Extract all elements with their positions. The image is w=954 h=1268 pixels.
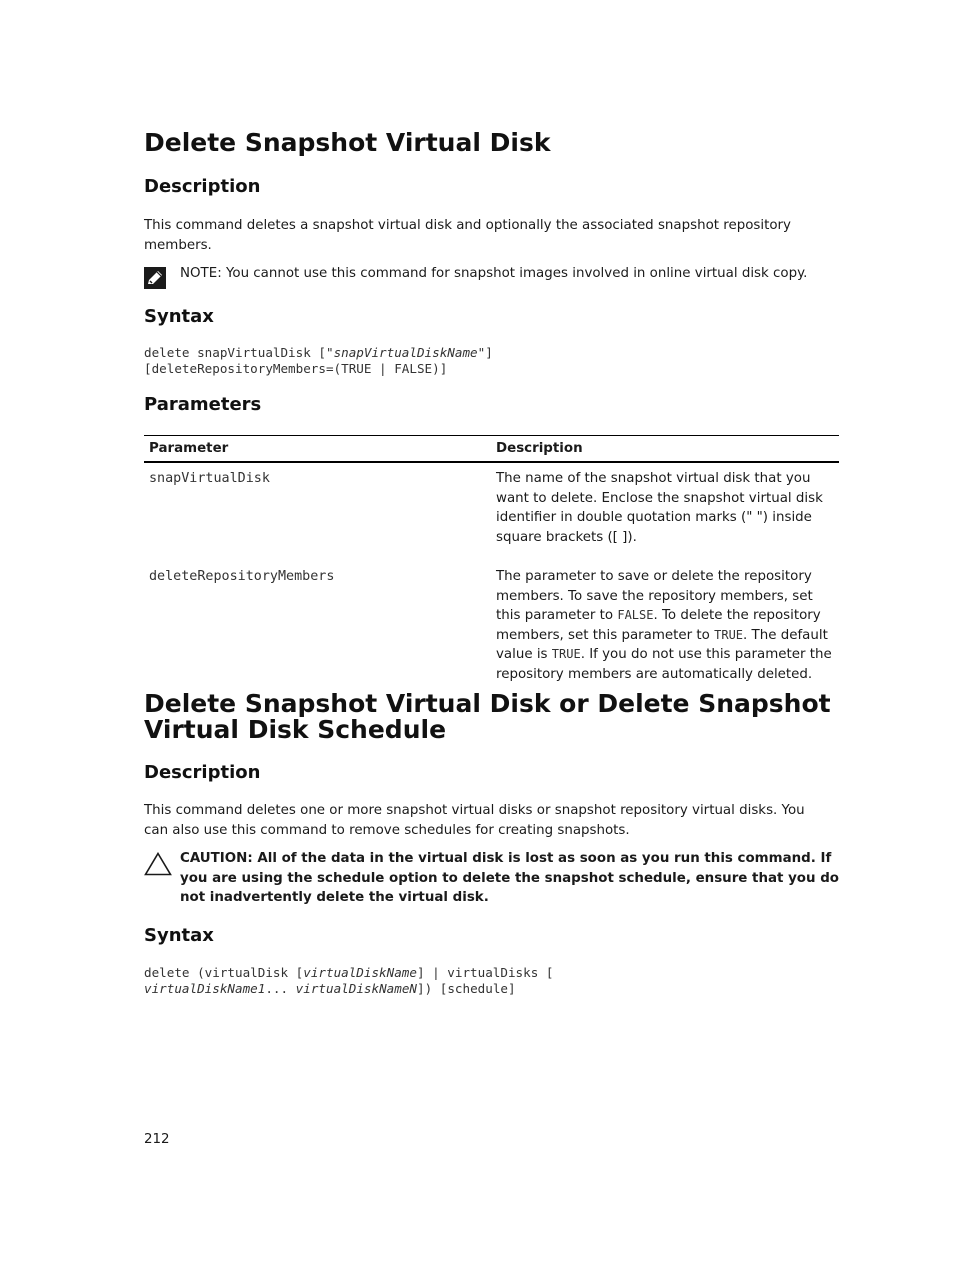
pencil-note-icon xyxy=(144,267,166,289)
description-text: This command deletes a snapshot virtual disk and optionally the associated snapshot repository members. xyxy=(144,218,791,253)
parameter-name: deleteRepositoryMembers xyxy=(149,569,335,584)
parameters-heading: Parameters xyxy=(144,394,262,415)
syntax-heading: Syntax xyxy=(144,306,214,327)
caution-block xyxy=(144,849,839,909)
table-row xyxy=(144,561,839,698)
description-heading: Description xyxy=(144,762,261,783)
parameter-description: The parameter to save or delete the repository members. To save the repository members, set this parameter to FALSE. To delete the repository members, set this parameter to TRUE. The default value is TRUE. If you do not use this parameter the repository members are automatically deleted. xyxy=(496,569,832,682)
section-title-delete-snapshot-schedule: Delete Snapshot Virtual Disk or Delete Snapshot Virtual Disk Schedule xyxy=(144,689,831,744)
syntax-line1-start: delete snapVirtualDisk [" xyxy=(144,345,334,360)
table-header-row xyxy=(144,436,839,463)
syntax-code-block xyxy=(144,345,493,377)
syntax-placeholder: virtualDiskNameN xyxy=(295,981,417,996)
column-header-description: Description xyxy=(491,436,839,463)
section-title-delete-snapshot-virtual-disk: Delete Snapshot Virtual Disk xyxy=(144,128,551,157)
note-label: NOTE: xyxy=(180,266,222,281)
description-text: This command deletes one or more snapshot virtual disks or snapshot repository virtual disks. You can also use this command to remove schedules for creating snapshots. xyxy=(144,803,805,838)
true-value: TRUE xyxy=(551,647,581,661)
caution-triangle-icon xyxy=(144,852,172,876)
note-block xyxy=(144,264,839,288)
syntax-line2: [deleteRepositoryMembers=(TRUE | FALSE)] xyxy=(144,361,448,376)
syntax-heading: Syntax xyxy=(144,925,214,946)
page-number: 212 xyxy=(144,1132,170,1147)
parameters-table xyxy=(144,435,839,698)
syntax-placeholder: virtualDiskName1 xyxy=(144,981,266,996)
true-value: TRUE xyxy=(714,627,744,642)
parameter-name: snapVirtualDisk xyxy=(149,471,270,486)
column-header-parameter: Parameter xyxy=(144,436,491,463)
description-heading: Description xyxy=(144,176,261,197)
note-body: You cannot use this command for snapshot images involved in online virtual disk copy. xyxy=(221,266,808,281)
syntax-placeholder: virtualDiskName xyxy=(303,965,417,980)
caution-text: CAUTION: All of the data in the virtual disk is lost as soon as you run this command. If you are using the schedule option to delete the snapshot schedule, ensure that you do not inadvertently delete the virtual disk. xyxy=(180,851,839,905)
parameter-description: The name of the snapshot virtual disk that you want to delete. Enclose the snapshot virtual disk identifier in double quotation marks (" ") inside square brackets ([ ]). xyxy=(496,471,823,545)
false-value: FALSE xyxy=(617,608,654,622)
syntax-line1-end: "] xyxy=(477,345,493,360)
table-row xyxy=(144,462,839,561)
note-text xyxy=(180,264,830,284)
syntax-line1-placeholder: snapVirtualDiskName xyxy=(333,345,478,360)
syntax-code-block: delete (virtualDisk [virtualDiskName] | virtualDisks [ virtualDiskName1... virtualDiskNameN]) [schedule] xyxy=(144,965,554,996)
